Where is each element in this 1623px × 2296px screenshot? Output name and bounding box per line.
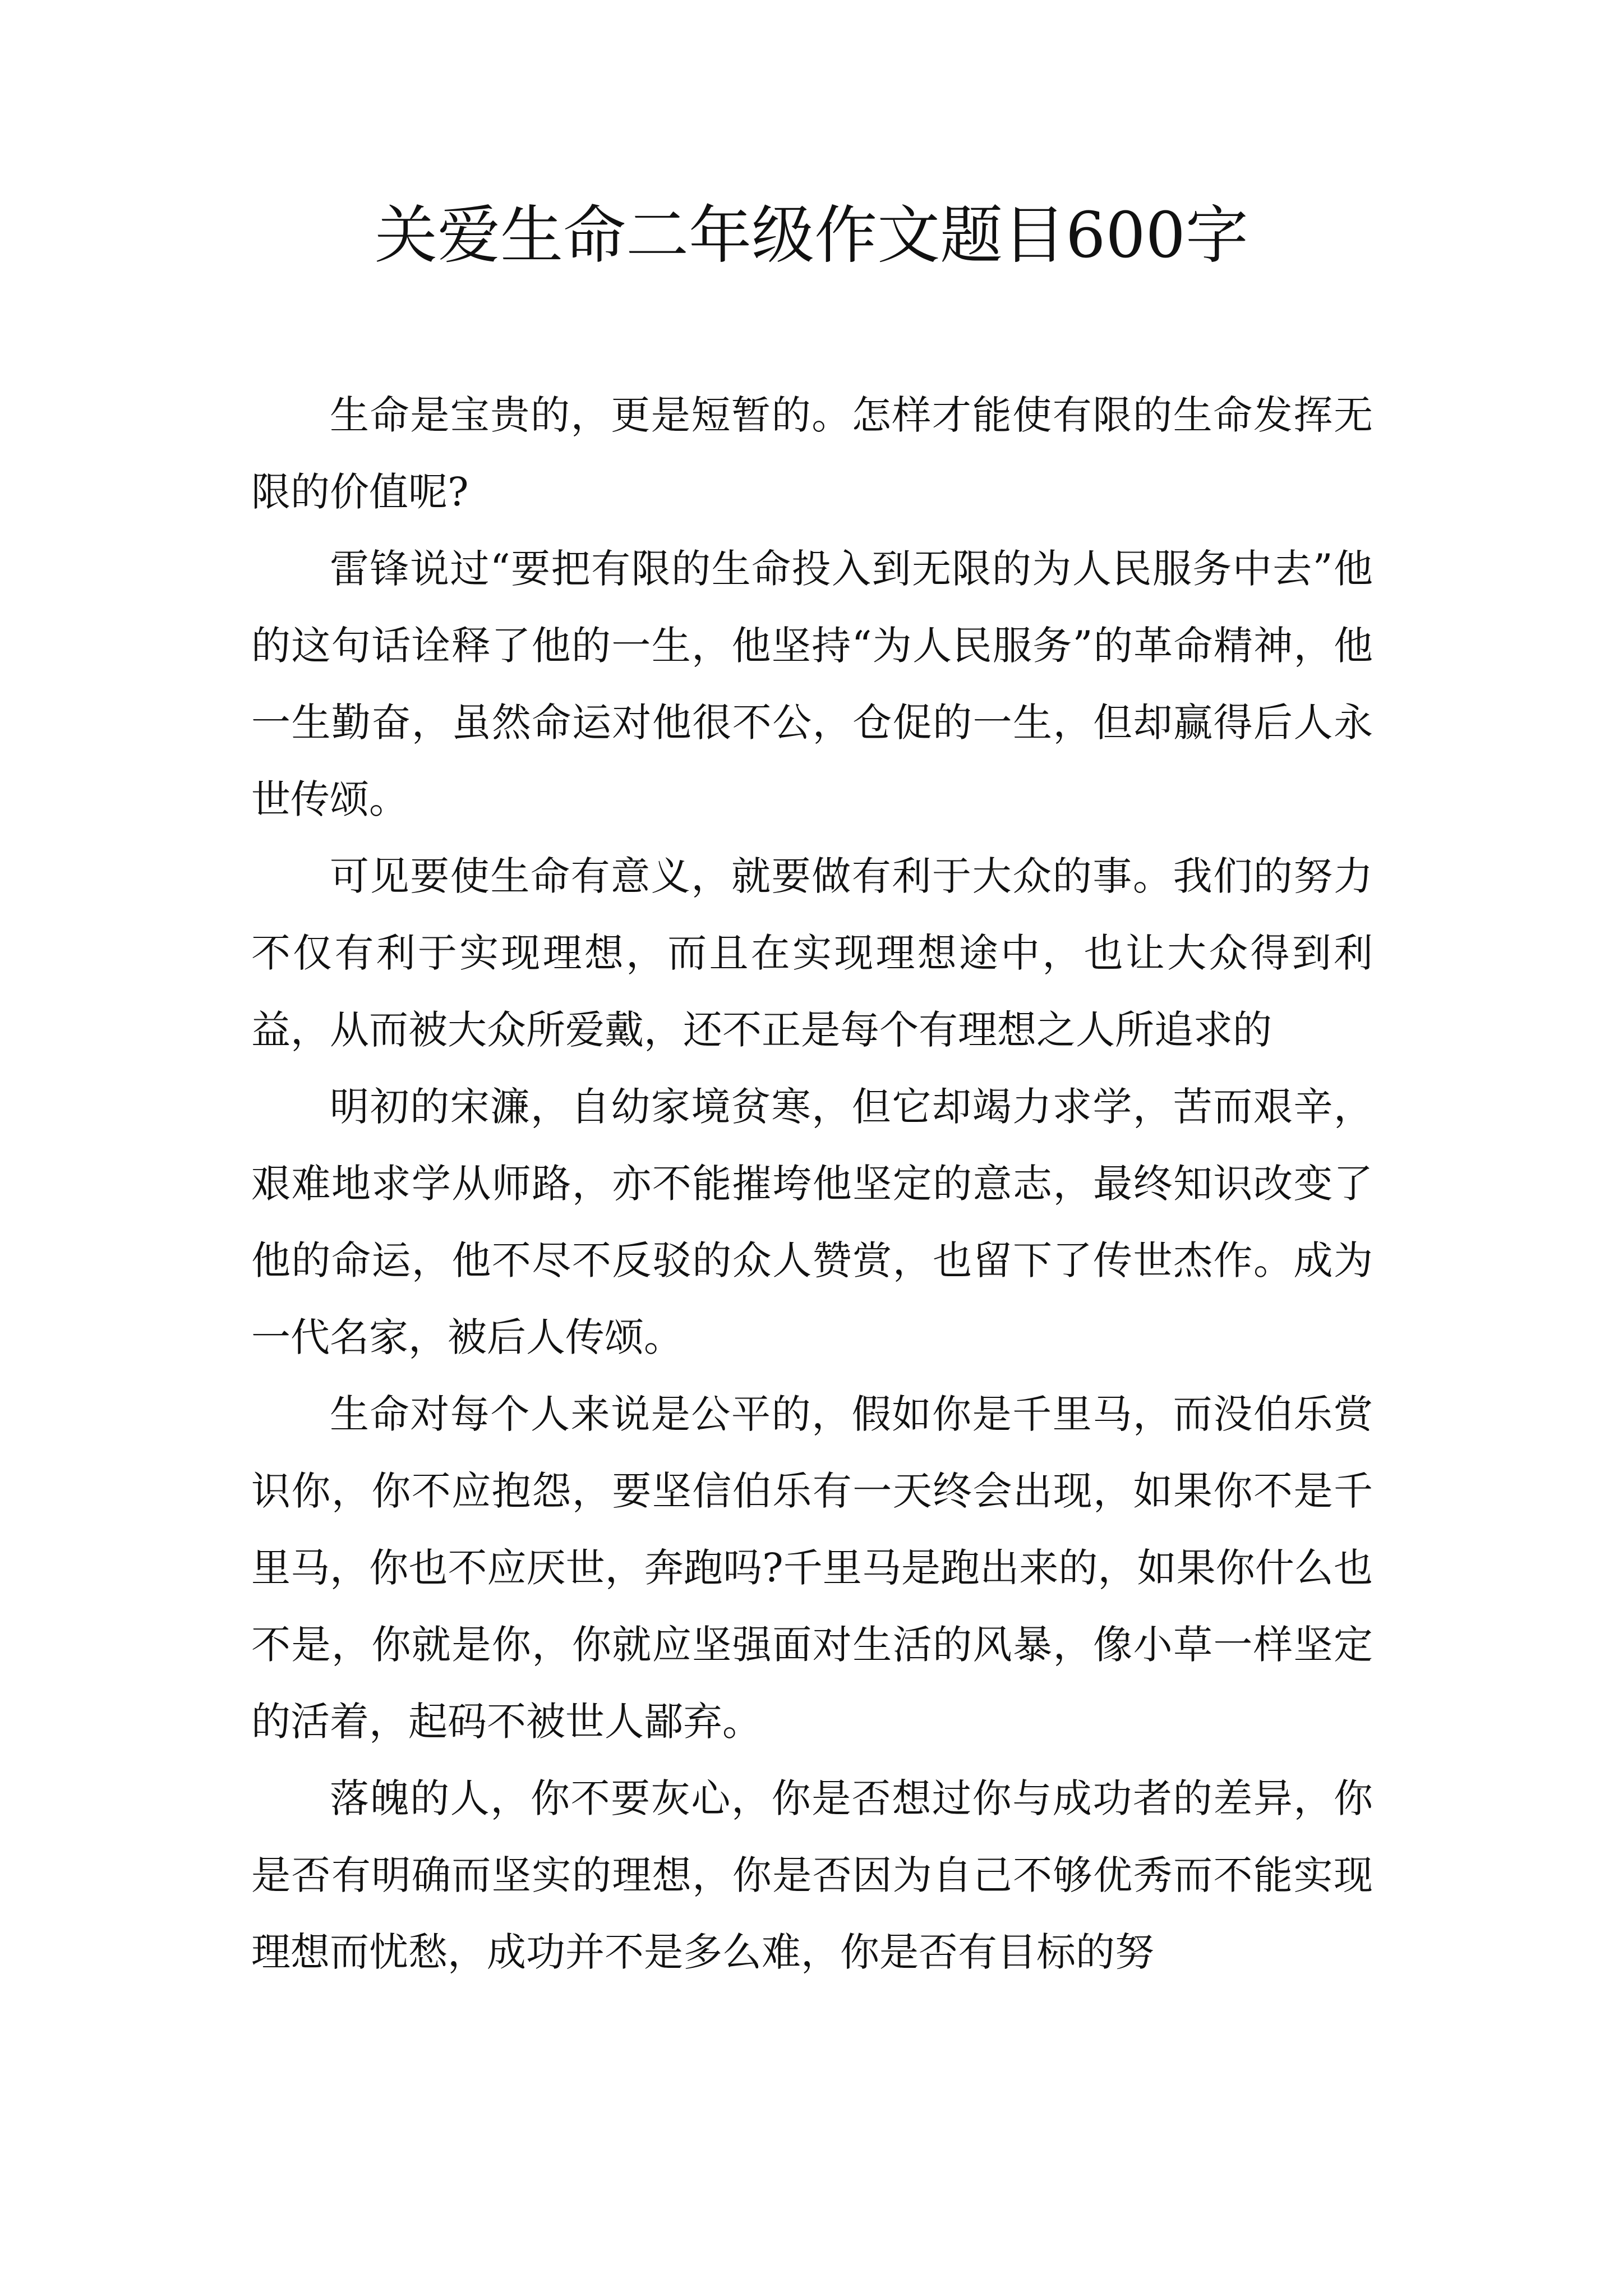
- paragraph: 生命是宝贵的，更是短暂的。怎样才能使有限的生命发挥无限的价值呢?: [251, 392, 1373, 515]
- paragraph: 生命对每个人来说是公平的，假如你是千里马，而没伯乐赏识你，你不应抱怨，要坚信伯乐有一天终会出现，如果你不是千里马，你也不应厌世，奔跑吗?千里马是跑出来的，如果你什么也不是，你就是你，你就应坚强面对生活的风暴，像小草一样坚定的活着，起码不被世人鄙弃。: [251, 1391, 1373, 1745]
- document-title: 关爱生命二年级作文题目600字: [375, 199, 1248, 272]
- paragraph: 可见要使生命有意义，就要做有利于大众的事。我们的努力不仅有利于实现理想，而且在实现理想途中，也让大众得到利益，从而被大众所爱戴，还不正是每个有理想之人所追求的: [251, 853, 1373, 1053]
- paragraph: 明初的宋濂，自幼家境贫寒，但它却竭力求学，苦而艰辛，艰难地求学从师路，亦不能摧垮他坚定的意志，最终知识改变了他的命运，他不尽不反驳的众人赞赏，也留下了传世杰作。成为一代名家，被后人传颂。: [251, 1084, 1373, 1360]
- paragraph: 落魄的人，你不要灰心，你是否想过你与成功者的差异，你是否有明确而坚实的理想，你是否因为自己不够优秀而不能实现理想而忧愁，成功并不是多么难，你是否有目标的努: [251, 1775, 1373, 1975]
- document-body: [251, 377, 1373, 1991]
- paragraph: 雷锋说过“要把有限的生命投入到无限的为人民服务中去”他的这句话诠释了他的一生，他坚持“为人民服务”的革命精神，他一生勤奋，虽然命运对他很不公，仓促的一生，但却赢得后人永世传颂。: [251, 546, 1373, 822]
